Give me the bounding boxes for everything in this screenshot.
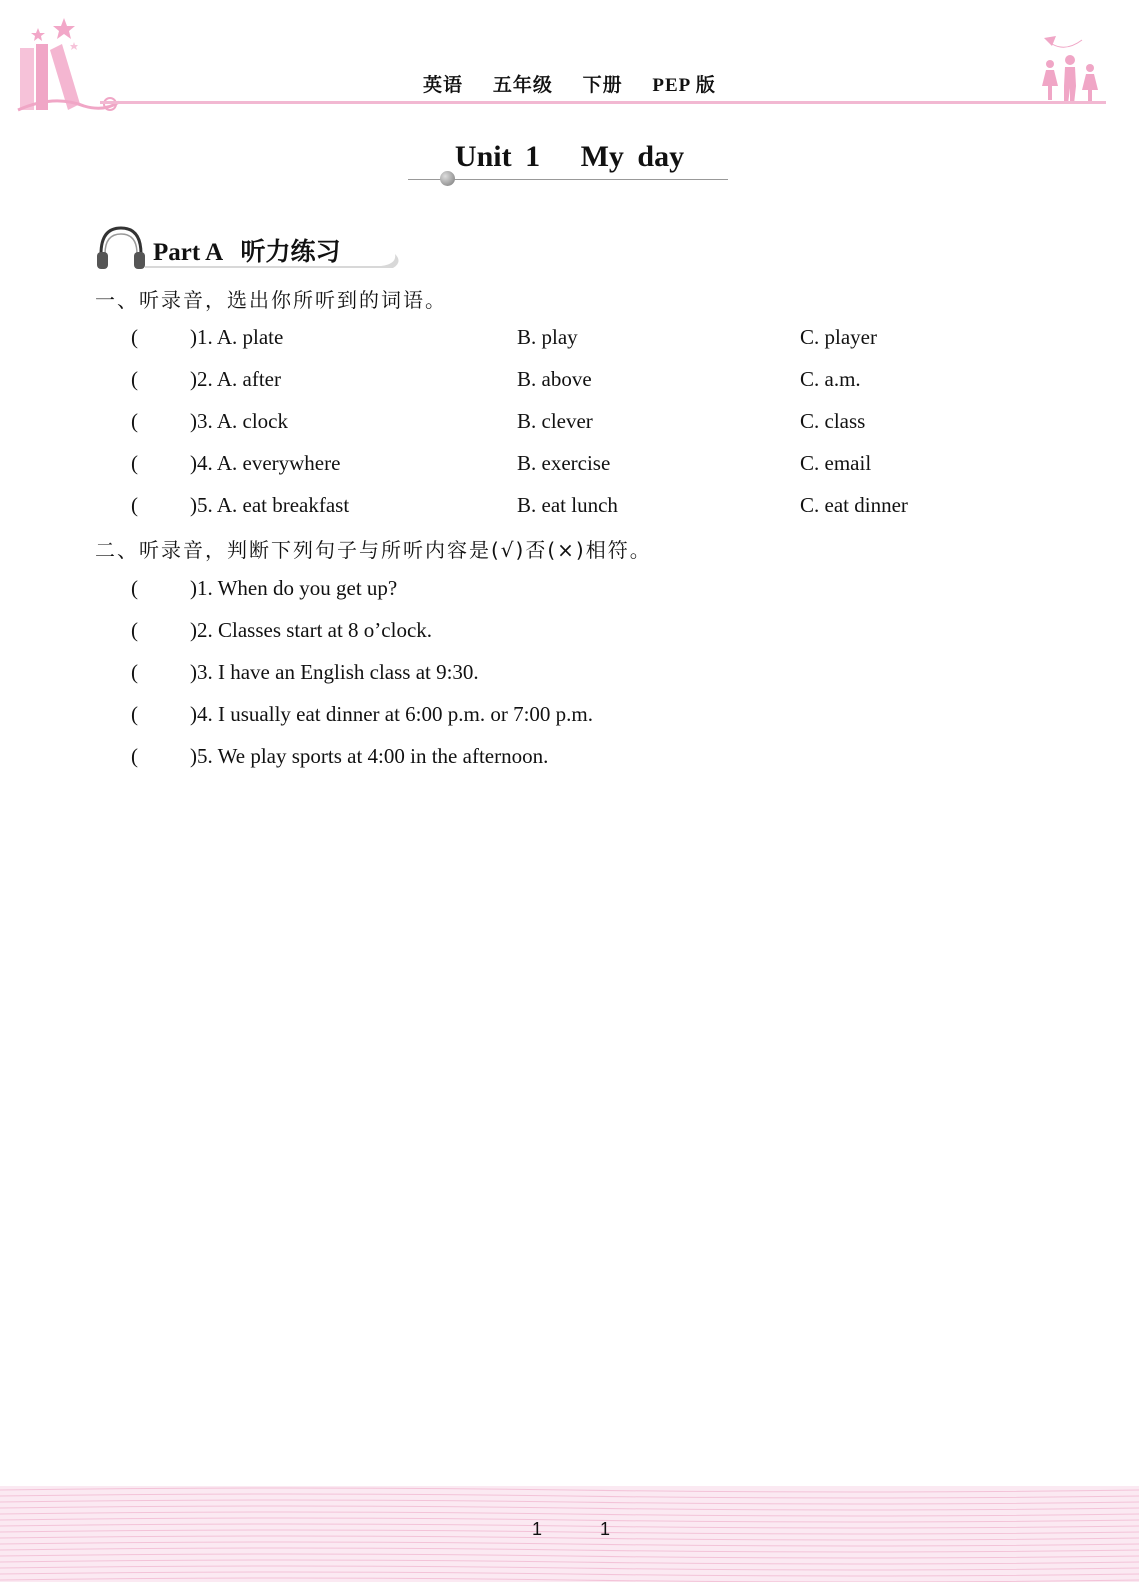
option-b: B. eat lunch [517,493,618,517]
title-bullet [440,171,455,186]
option-c: C. a.m. [800,367,861,391]
option-c: C. email [800,451,872,475]
footer-wave-line [0,1578,1139,1582]
statement-text: )3. I have an English class at 9:30. [190,660,479,684]
option-b: B. exercise [517,451,611,475]
answer-blank[interactable]: ( [131,702,138,726]
footer-wave-line [0,1512,1139,1516]
footer-wave-line [0,1536,1139,1540]
footer-wave-line [0,1488,1139,1492]
footer-wave-line [0,1566,1139,1570]
page-number-left: 1 [532,1519,543,1539]
footer-wave-line [0,1518,1139,1522]
header-grade: 五年级 [492,75,553,96]
option-c: C. eat dinner [800,493,908,517]
title-underline [408,179,728,180]
footer-wave-line [0,1554,1139,1558]
answer-blank[interactable]: ( [131,618,138,642]
option-a: )5. A. eat breakfast [190,493,350,517]
headphones-icon [95,224,147,272]
header-volume: 下册 [582,75,623,96]
part-label: Part A 听力练习 [153,239,341,266]
footer-wave-decoration [0,1486,1139,1582]
section2-instruction: 二、听录音，判断下列句子与所听内容是(√)否(×)相符。 [95,538,652,562]
option-c: C. player [800,325,877,349]
header-edition: PEP 版 [652,75,716,96]
page-number-right: 1 [600,1519,611,1539]
footer-wave-line [0,1524,1139,1528]
statement-text: )2. Classes start at 8 o’clock. [190,618,433,642]
footer-wave-line [0,1560,1139,1564]
answer-blank[interactable]: ( [131,660,138,684]
option-a: )1. A. plate [190,325,284,349]
option-a: )3. A. clock [190,409,288,433]
answer-blank[interactable]: ( [131,325,138,349]
section1-instruction: 一、听录音，选出你所听到的词语。 [95,288,447,312]
option-c: C. class [800,409,866,433]
statement-text: )1. When do you get up? [190,576,398,600]
unit-title: Unit 1 My day [454,140,685,173]
answer-blank[interactable]: ( [131,409,138,433]
footer-wave-line [0,1500,1139,1504]
header-subject: 英语 [423,75,464,96]
answer-blank[interactable]: ( [131,451,138,475]
option-b: B. play [517,325,578,349]
answer-blank[interactable]: ( [131,576,138,600]
statement-text: )4. I usually eat dinner at 6:00 p.m. or 7:00 p.m. [190,702,594,726]
footer-wave-line [0,1548,1139,1552]
header-rule [100,101,1106,104]
part-heading [95,224,405,274]
book-header [0,70,1139,97]
statement-text: )5. We play sports at 4:00 in the afternoon. [190,744,549,768]
footer-wave-line [0,1530,1139,1534]
children-kite-silhouette-icon [1036,34,1106,106]
footer-wave-line [0,1506,1139,1510]
option-a: )4. A. everywhere [190,451,341,475]
books-decoration-icon [14,14,124,122]
option-b: B. above [517,367,592,391]
footer-wave-line [0,1494,1139,1498]
answer-blank[interactable]: ( [131,744,138,768]
option-b: B. clever [517,409,593,433]
option-a: )2. A. after [190,367,281,391]
answer-blank[interactable]: ( [131,367,138,391]
answer-blank[interactable]: ( [131,493,138,517]
footer-wave-line [0,1542,1139,1546]
footer-wave-line [0,1572,1139,1576]
